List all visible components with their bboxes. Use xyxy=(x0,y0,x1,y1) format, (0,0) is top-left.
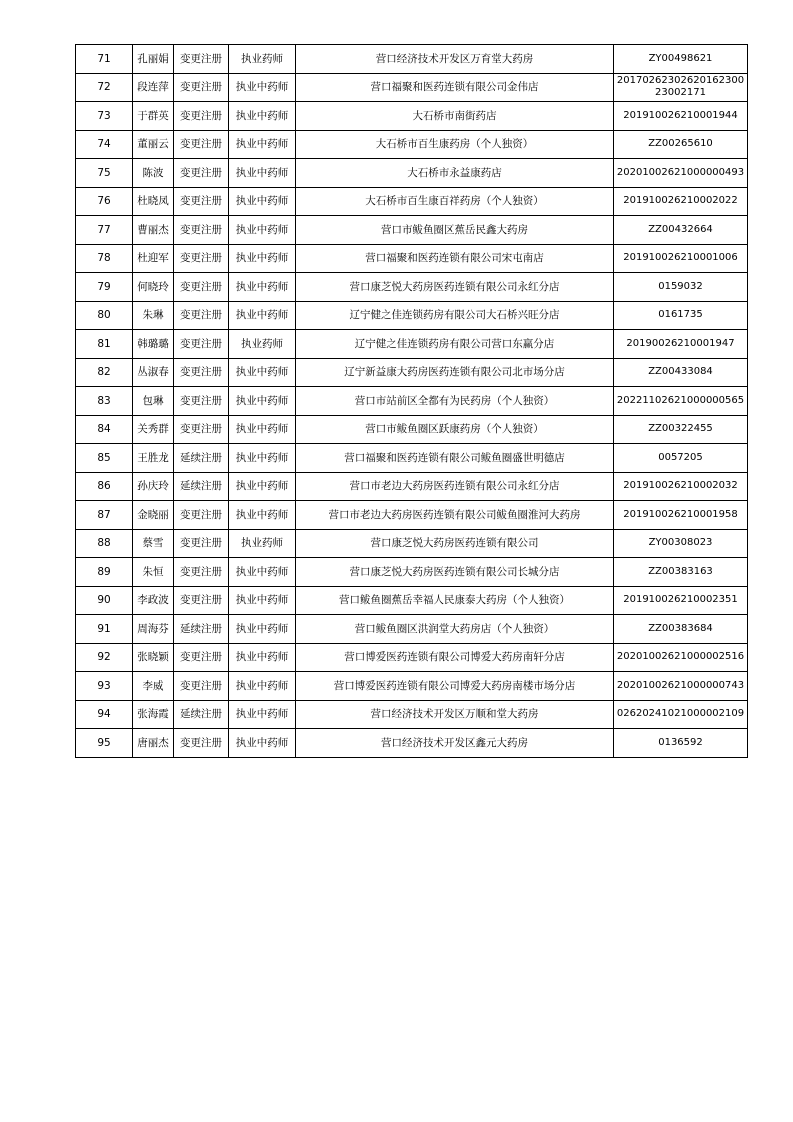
table-row xyxy=(76,529,748,558)
registered-unit-cell: 大石桥市百生康药房（个人独资） xyxy=(296,130,614,159)
practice-category-cell: 执业中药师 xyxy=(229,73,296,102)
pharmacist-name-cell: 孙庆玲 xyxy=(133,472,174,501)
registration-type-cell: 变更注册 xyxy=(174,415,229,444)
row-number-cell: 88 xyxy=(76,529,133,558)
table-row xyxy=(76,159,748,188)
registration-type-cell: 变更注册 xyxy=(174,216,229,245)
table-row xyxy=(76,415,748,444)
registered-unit-cell: 营口鲅鱼圈蕉岳幸福人民康泰大药房（个人独资） xyxy=(296,586,614,615)
table-row xyxy=(76,187,748,216)
certificate-number-cell: 0159032 xyxy=(614,273,748,302)
table-row xyxy=(76,244,748,273)
registration-type-cell: 变更注册 xyxy=(174,45,229,74)
pharmacist-name-cell: 包琳 xyxy=(133,387,174,416)
registered-unit-cell: 营口经济技术开发区万育堂大药房 xyxy=(296,45,614,74)
registration-type-cell: 变更注册 xyxy=(174,301,229,330)
pharmacist-name-cell: 李威 xyxy=(133,672,174,701)
registered-unit-cell: 营口经济技术开发区万顺和堂大药房 xyxy=(296,700,614,729)
registered-unit-cell: 营口经济技术开发区鑫元大药房 xyxy=(296,729,614,758)
row-number-cell: 91 xyxy=(76,615,133,644)
registered-unit-cell: 营口市鲅鱼圈区蕉岳民鑫大药房 xyxy=(296,216,614,245)
row-number-cell: 78 xyxy=(76,244,133,273)
row-number-cell: 79 xyxy=(76,273,133,302)
certificate-number-cell: 20201002621000000493 xyxy=(614,159,748,188)
row-number-cell: 89 xyxy=(76,558,133,587)
certificate-number-cell: 2017026230262016230023002171 xyxy=(614,73,748,102)
practice-category-cell: 执业中药师 xyxy=(229,244,296,273)
row-number-cell: 74 xyxy=(76,130,133,159)
practice-category-cell: 执业中药师 xyxy=(229,472,296,501)
registration-type-cell: 变更注册 xyxy=(174,558,229,587)
registration-type-cell: 变更注册 xyxy=(174,672,229,701)
registration-type-cell: 变更注册 xyxy=(174,130,229,159)
practice-category-cell: 执业中药师 xyxy=(229,187,296,216)
pharmacist-name-cell: 何晓玲 xyxy=(133,273,174,302)
practice-category-cell: 执业中药师 xyxy=(229,444,296,473)
registered-unit-cell: 营口鲅鱼圈区洪润堂大药房店（个人独资） xyxy=(296,615,614,644)
practice-category-cell: 执业中药师 xyxy=(229,216,296,245)
row-number-cell: 83 xyxy=(76,387,133,416)
pharmacist-name-cell: 张晓颖 xyxy=(133,643,174,672)
registration-type-cell: 延续注册 xyxy=(174,444,229,473)
practice-category-cell: 执业中药师 xyxy=(229,700,296,729)
registration-type-cell: 变更注册 xyxy=(174,643,229,672)
practice-category-cell: 执业药师 xyxy=(229,45,296,74)
certificate-number-cell: 201910026210001006 xyxy=(614,244,748,273)
pharmacist-name-cell: 于群英 xyxy=(133,102,174,131)
registration-type-cell: 延续注册 xyxy=(174,472,229,501)
registration-type-cell: 延续注册 xyxy=(174,615,229,644)
registration-table-body xyxy=(76,45,748,758)
table-row xyxy=(76,472,748,501)
table-row xyxy=(76,729,748,758)
registered-unit-cell: 大石桥市南街药店 xyxy=(296,102,614,131)
registration-type-cell: 变更注册 xyxy=(174,529,229,558)
certificate-number-cell: 201910026210002022 xyxy=(614,187,748,216)
row-number-cell: 87 xyxy=(76,501,133,530)
pharmacist-name-cell: 金晓丽 xyxy=(133,501,174,530)
certificate-number-cell: 20190026210001947 xyxy=(614,330,748,359)
row-number-cell: 85 xyxy=(76,444,133,473)
practice-category-cell: 执业中药师 xyxy=(229,273,296,302)
certificate-number-cell: 20201002621000002516 xyxy=(614,643,748,672)
practice-category-cell: 执业中药师 xyxy=(229,387,296,416)
registered-unit-cell: 营口康芝悦大药房医药连锁有限公司 xyxy=(296,529,614,558)
pharmacist-name-cell: 唐丽杰 xyxy=(133,729,174,758)
table-row xyxy=(76,301,748,330)
registration-type-cell: 延续注册 xyxy=(174,700,229,729)
registration-type-cell: 变更注册 xyxy=(174,102,229,131)
practice-category-cell: 执业药师 xyxy=(229,529,296,558)
practice-category-cell: 执业中药师 xyxy=(229,301,296,330)
registered-unit-cell: 营口博爱医药连锁有限公司博爱大药房南楼市场分店 xyxy=(296,672,614,701)
certificate-number-cell: 201910026210002032 xyxy=(614,472,748,501)
table-row xyxy=(76,387,748,416)
pharmacist-name-cell: 孔丽娟 xyxy=(133,45,174,74)
practice-category-cell: 执业中药师 xyxy=(229,586,296,615)
row-number-cell: 75 xyxy=(76,159,133,188)
pharmacist-name-cell: 周海芬 xyxy=(133,615,174,644)
certificate-number-cell: 20221102621000000565 xyxy=(614,387,748,416)
registered-unit-cell: 营口福聚和医药连锁有限公司鲅鱼圈盛世明德店 xyxy=(296,444,614,473)
certificate-number-cell: ZZ00383163 xyxy=(614,558,748,587)
pharmacist-name-cell: 杜晓凤 xyxy=(133,187,174,216)
table-row xyxy=(76,643,748,672)
registered-unit-cell: 辽宁健之佳连锁药房有限公司大石桥兴旺分店 xyxy=(296,301,614,330)
practice-category-cell: 执业中药师 xyxy=(229,415,296,444)
row-number-cell: 95 xyxy=(76,729,133,758)
certificate-number-cell: 201910026210001958 xyxy=(614,501,748,530)
table-row xyxy=(76,330,748,359)
practice-category-cell: 执业药师 xyxy=(229,330,296,359)
certificate-number-cell: 0057205 xyxy=(614,444,748,473)
practice-category-cell: 执业中药师 xyxy=(229,558,296,587)
practice-category-cell: 执业中药师 xyxy=(229,672,296,701)
pharmacist-name-cell: 蔡雪 xyxy=(133,529,174,558)
pharmacist-name-cell: 李政波 xyxy=(133,586,174,615)
certificate-number-cell: 02620241021000002109 xyxy=(614,700,748,729)
registered-unit-cell: 大石桥市永益康药店 xyxy=(296,159,614,188)
pharmacist-name-cell: 张海霞 xyxy=(133,700,174,729)
table-row xyxy=(76,501,748,530)
row-number-cell: 71 xyxy=(76,45,133,74)
practice-category-cell: 执业中药师 xyxy=(229,130,296,159)
registered-unit-cell: 辽宁健之佳连锁药房有限公司营口东赢分店 xyxy=(296,330,614,359)
table-row xyxy=(76,358,748,387)
registration-type-cell: 变更注册 xyxy=(174,501,229,530)
table-row xyxy=(76,45,748,74)
practice-category-cell: 执业中药师 xyxy=(229,729,296,758)
registered-unit-cell: 营口市鲅鱼圈区跃康药房（个人独资） xyxy=(296,415,614,444)
table-row xyxy=(76,273,748,302)
row-number-cell: 77 xyxy=(76,216,133,245)
registered-unit-cell: 营口康芝悦大药房医药连锁有限公司长城分店 xyxy=(296,558,614,587)
certificate-number-cell: 20201002621000000743 xyxy=(614,672,748,701)
table-row xyxy=(76,558,748,587)
table-row xyxy=(76,216,748,245)
certificate-number-cell: ZZ00432664 xyxy=(614,216,748,245)
row-number-cell: 82 xyxy=(76,358,133,387)
practice-category-cell: 执业中药师 xyxy=(229,358,296,387)
pharmacist-name-cell: 陈波 xyxy=(133,159,174,188)
table-row xyxy=(76,73,748,102)
certificate-number-cell: ZY00308023 xyxy=(614,529,748,558)
table-row xyxy=(76,102,748,131)
certificate-number-cell: 0161735 xyxy=(614,301,748,330)
registration-type-cell: 变更注册 xyxy=(174,387,229,416)
practice-category-cell: 执业中药师 xyxy=(229,501,296,530)
registered-unit-cell: 辽宁新益康大药房医药连锁有限公司北市场分店 xyxy=(296,358,614,387)
pharmacist-name-cell: 关秀群 xyxy=(133,415,174,444)
row-number-cell: 73 xyxy=(76,102,133,131)
row-number-cell: 84 xyxy=(76,415,133,444)
row-number-cell: 86 xyxy=(76,472,133,501)
registration-type-cell: 变更注册 xyxy=(174,358,229,387)
row-number-cell: 94 xyxy=(76,700,133,729)
certificate-number-cell: 201910026210002351 xyxy=(614,586,748,615)
registration-type-cell: 变更注册 xyxy=(174,73,229,102)
pharmacist-name-cell: 丛淑春 xyxy=(133,358,174,387)
table-row xyxy=(76,700,748,729)
pharmacist-name-cell: 董丽云 xyxy=(133,130,174,159)
pharmacist-name-cell: 曹丽杰 xyxy=(133,216,174,245)
pharmacist-name-cell: 朱恒 xyxy=(133,558,174,587)
registration-type-cell: 变更注册 xyxy=(174,330,229,359)
registered-unit-cell: 营口福聚和医药连锁有限公司金伟店 xyxy=(296,73,614,102)
practice-category-cell: 执业中药师 xyxy=(229,615,296,644)
pharmacist-name-cell: 段连萍 xyxy=(133,73,174,102)
table-row xyxy=(76,672,748,701)
pharmacist-name-cell: 韩璐璐 xyxy=(133,330,174,359)
certificate-number-cell: ZZ00383684 xyxy=(614,615,748,644)
practice-category-cell: 执业中药师 xyxy=(229,159,296,188)
registration-type-cell: 变更注册 xyxy=(174,586,229,615)
registered-unit-cell: 营口福聚和医药连锁有限公司宋屯南店 xyxy=(296,244,614,273)
registered-unit-cell: 营口市老边大药房医药连锁有限公司鲅鱼圈淮河大药房 xyxy=(296,501,614,530)
table-row xyxy=(76,615,748,644)
row-number-cell: 76 xyxy=(76,187,133,216)
row-number-cell: 72 xyxy=(76,73,133,102)
table-row xyxy=(76,444,748,473)
registration-type-cell: 变更注册 xyxy=(174,273,229,302)
row-number-cell: 90 xyxy=(76,586,133,615)
registration-type-cell: 变更注册 xyxy=(174,159,229,188)
row-number-cell: 81 xyxy=(76,330,133,359)
registration-type-cell: 变更注册 xyxy=(174,729,229,758)
row-number-cell: 93 xyxy=(76,672,133,701)
certificate-number-cell: 0136592 xyxy=(614,729,748,758)
practice-category-cell: 执业中药师 xyxy=(229,102,296,131)
registered-unit-cell: 营口博爱医药连锁有限公司博爱大药房南轩分店 xyxy=(296,643,614,672)
certificate-number-cell: 201910026210001944 xyxy=(614,102,748,131)
registration-type-cell: 变更注册 xyxy=(174,187,229,216)
pharmacist-name-cell: 杜迎军 xyxy=(133,244,174,273)
registration-table xyxy=(75,44,748,758)
row-number-cell: 92 xyxy=(76,643,133,672)
practice-category-cell: 执业中药师 xyxy=(229,643,296,672)
registered-unit-cell: 大石桥市百生康百祥药房（个人独资） xyxy=(296,187,614,216)
table-row xyxy=(76,586,748,615)
certificate-number-cell: ZZ00433084 xyxy=(614,358,748,387)
registered-unit-cell: 营口市站前区全都有为民药房（个人独资） xyxy=(296,387,614,416)
pharmacist-name-cell: 王胜龙 xyxy=(133,444,174,473)
table-row xyxy=(76,130,748,159)
registered-unit-cell: 营口康芝悦大药房医药连锁有限公司永红分店 xyxy=(296,273,614,302)
registration-type-cell: 变更注册 xyxy=(174,244,229,273)
row-number-cell: 80 xyxy=(76,301,133,330)
certificate-number-cell: ZZ00265610 xyxy=(614,130,748,159)
registered-unit-cell: 营口市老边大药房医药连锁有限公司永红分店 xyxy=(296,472,614,501)
certificate-number-cell: ZY00498621 xyxy=(614,45,748,74)
certificate-number-cell: ZZ00322455 xyxy=(614,415,748,444)
pharmacist-name-cell: 朱琳 xyxy=(133,301,174,330)
